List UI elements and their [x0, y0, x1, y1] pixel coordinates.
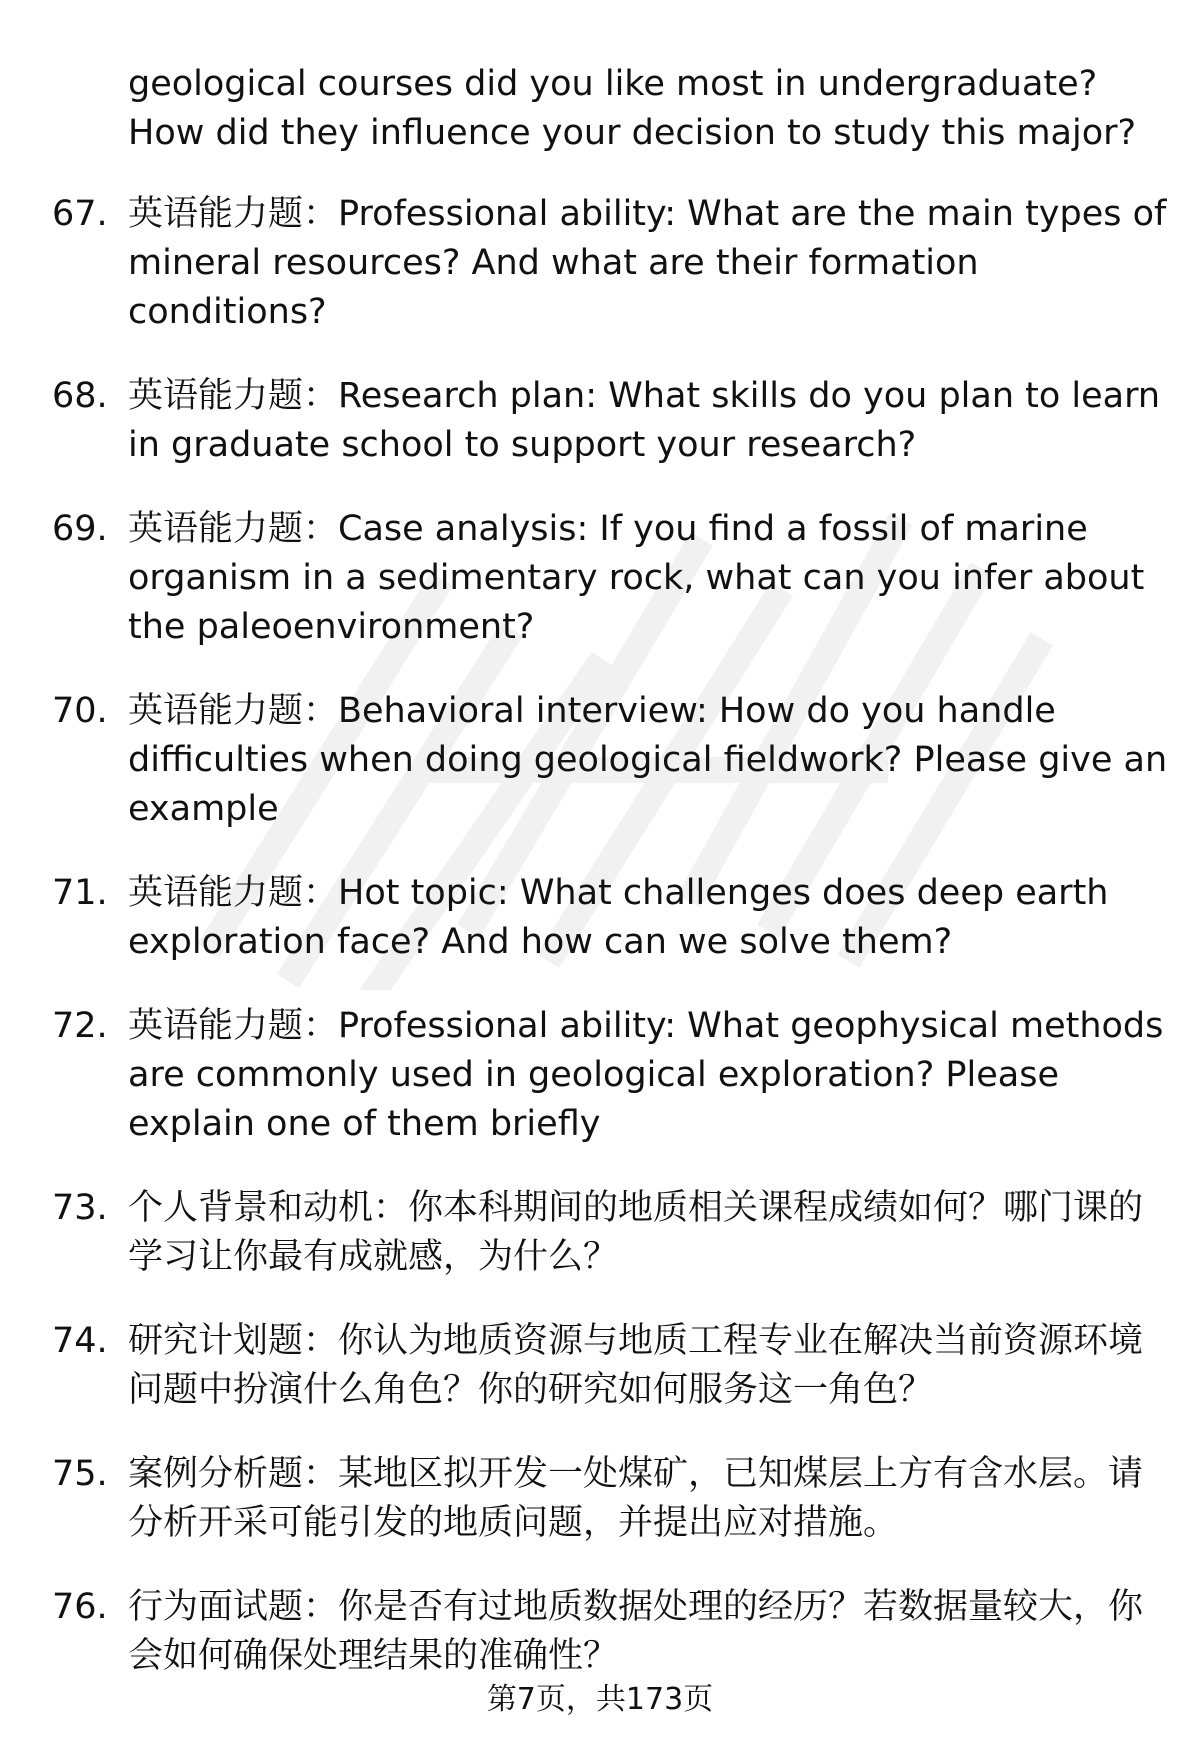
- question-number: 75.: [52, 1454, 108, 1494]
- question-text: 案例分析题：某地区拟开发一处煤矿，已知煤层上方有含水层。请分析开采可能引发的地质问题，并提出应对措施。: [128, 1454, 1144, 1543]
- question-number: 68.: [52, 376, 108, 416]
- question-text: 英语能力题：Professional ability: What geophysical methods are commonly used in geological exploration? Please explain one of them briefly: [128, 1006, 1164, 1144]
- question-text: 英语能力题：Case analysis: If you find a fossil of marine organism in a sedimentary rock, what can you infer about the paleoenvironment?: [128, 509, 1145, 647]
- list-item: [0, 1583, 1200, 1681]
- list-item: [0, 1450, 1200, 1548]
- question-number: 74.: [52, 1321, 108, 1361]
- question-number: 70.: [52, 691, 108, 731]
- list-item: [0, 505, 1200, 652]
- continuation-paragraph: geological courses did you like most in undergraduate? How did they influence your decision to study this major?: [128, 64, 1137, 153]
- question-number: 69.: [52, 509, 108, 549]
- question-list: [0, 190, 1200, 1716]
- list-item: [0, 1002, 1200, 1149]
- question-number: 67.: [52, 194, 108, 234]
- question-text: 英语能力题：Hot topic: What challenges does deep earth exploration face? And how can we solve them?: [128, 873, 1109, 962]
- question-text: 研究计划题：你认为地质资源与地质工程专业在解决当前资源环境问题中扮演什么角色？你的研究如何服务这一角色？: [128, 1321, 1144, 1410]
- list-item: [0, 869, 1200, 967]
- question-text: 个人背景和动机：你本科期间的地质相关课程成绩如何？哪门课的学习让你最有成就感，为什么？: [128, 1188, 1144, 1277]
- list-item: [0, 1317, 1200, 1415]
- list-item: [0, 190, 1200, 337]
- question-number: 72.: [52, 1006, 108, 1046]
- question-text: 英语能力题：Professional ability: What are the main types of mineral resources? And what are their formation conditions?: [128, 194, 1167, 332]
- page-number-footer: 第7页，共173页: [486, 1682, 714, 1717]
- question-number: 76.: [52, 1587, 108, 1627]
- question-number: 71.: [52, 873, 108, 913]
- list-item: [0, 372, 1200, 470]
- list-item: [0, 1184, 1200, 1282]
- question-text: 英语能力题：Research plan: What skills do you plan to learn in graduate school to support your research?: [128, 376, 1161, 465]
- question-text: 英语能力题：Behavioral interview: How do you handle difficulties when doing geological fieldwork? Please give an example: [128, 691, 1168, 829]
- question-text: 行为面试题：你是否有过地质数据处理的经历？若数据量较大，你会如何确保处理结果的准确性？: [128, 1587, 1144, 1676]
- list-item: [0, 687, 1200, 834]
- question-number: 73.: [52, 1188, 108, 1228]
